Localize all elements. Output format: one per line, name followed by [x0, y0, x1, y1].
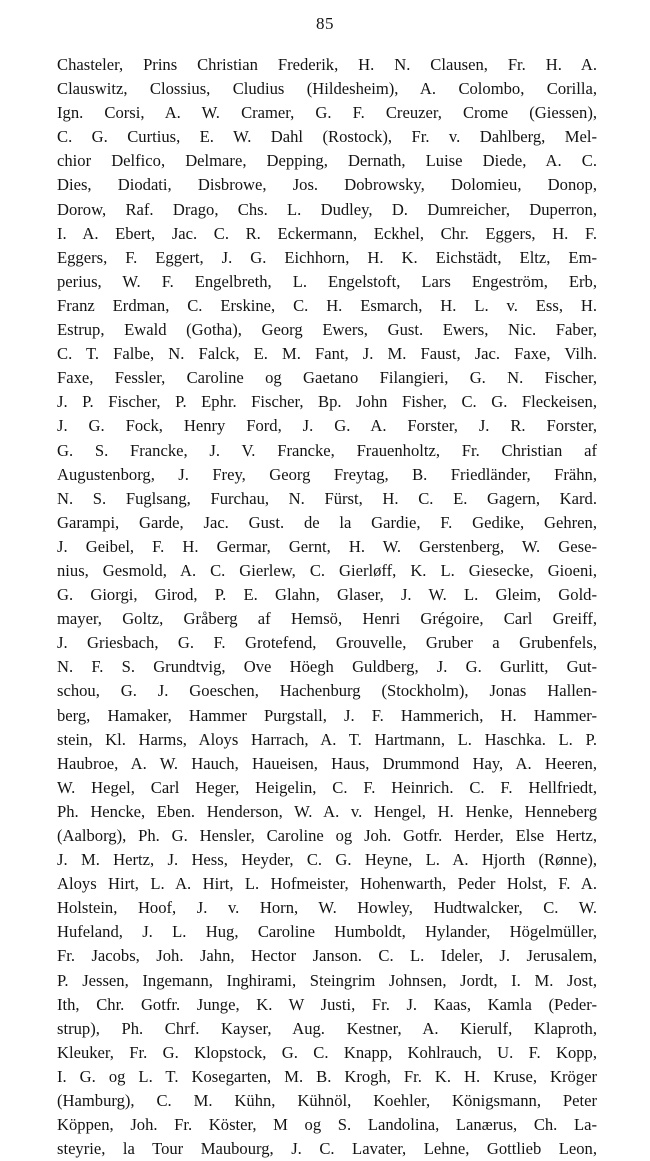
text-line: J. G. Fock, Henry Ford, J. G. A. Forster, J. R. Forster,: [57, 416, 597, 436]
text-line: N. F. S. Grundtvig, Ove Höegh Guldberg, J. G. Gurlitt, Gut-: [57, 657, 597, 677]
text-line: J. Geibel, F. H. Germar, Gernt, H. W. Gerstenberg, W. Gese-: [57, 536, 597, 556]
text-line: Dorow, Raf. Drago, Chs. L. Dudley, D. Dumreicher, Duperron,: [57, 199, 597, 219]
text-line: Haubroe, A. W. Hauch, Haueisen, Haus, Drummond Hay, A. Heeren,: [57, 753, 597, 773]
text-line: J. Griesbach, G. F. Grotefend, Grouvelle, Gruber a Grubenfels,: [57, 633, 597, 653]
text-line: I. G. og L. T. Kosegarten, M. B. Krogh, Fr. K. H. Kruse, Kröger: [57, 1066, 597, 1086]
text-line: Clauswitz, Clossius, Cludius (Hildesheim), A. Colombo, Corilla,: [57, 79, 597, 99]
text-line: mayer, Goltz, Gråberg af Hemsö, Henri Grégoire, Carl Greiff,: [57, 609, 597, 629]
text-line: Eggers, F. Eggert, J. G. Eichhorn, H. K. Eichstädt, Eltz, Em-: [57, 247, 597, 267]
text-line: P. Jessen, Ingemann, Inghirami, Steingrim Johnsen, Jordt, I. M. Jost,: [57, 970, 597, 990]
text-line: J. M. Hertz, J. Hess, Heyder, C. G. Heyne, L. A. Hjorth (Rønne),: [57, 850, 597, 870]
text-line: Chasteler, Prins Christian Frederik, H. N. Clausen, Fr. H. A.: [57, 55, 597, 74]
page-number: 85: [316, 14, 334, 33]
text-line: perius, W. F. Engelbreth, L. Engelstoft, Lars Engeström, Erb,: [57, 271, 597, 291]
text-line: Fr. Jacobs, Joh. Jahn, Hector Janson. C. L. Ideler, J. Jerusalem,: [57, 946, 597, 966]
text-line: strup), Ph. Chrf. Kayser, Aug. Kestner, A. Kierulf, Klaproth,: [57, 1018, 597, 1038]
text-line: C. T. Falbe, N. Falck, E. M. Fant, J. M. Faust, Jac. Faxe, Vilh.: [57, 344, 597, 364]
text-line: Dies, Diodati, Disbrowe, Jos. Dobrowsky, Dolomieu, Donop,: [57, 175, 597, 195]
text-line: berg, Hamaker, Hammer Purgstall, J. F. Hammerich, H. Hammer-: [57, 705, 597, 725]
name-list-paragraph: [57, 53, 597, 1161]
text-line: Holstein, Hoof, J. v. Horn, W. Howley, Hudtwalcker, C. W.: [57, 898, 597, 918]
text-line: (Aalborg), Ph. G. Hensler, Caroline og Joh. Gotfr. Herder, Else Hertz,: [57, 826, 597, 845]
text-line: Ph. Hencke, Eben. Henderson, W. A. v. Hengel, H. Henke, Henneberg: [57, 801, 597, 821]
text-line: Garampi, Garde, Jac. Gust. de la Gardie, F. Gedike, Gehren,: [57, 512, 597, 532]
text-line: Hufeland, J. L. Hug, Caroline Humboldt, Hylander, Högelmüller,: [57, 922, 597, 942]
text-line: Köppen, Joh. Fr. Köster, M og S. Landolina, Lanærus, Ch. La-: [57, 1115, 597, 1135]
text-line: Franz Erdman, C. Erskine, C. H. Esmarch, H. L. v. Ess, H.: [57, 295, 597, 315]
text-line: steyrie, la Tour Maubourg, J. C. Lavater, Lehne, Gottlieb Leon,: [57, 1139, 597, 1159]
text-line: Estrup, Ewald (Gotha), Georg Ewers, Gust. Ewers, Nic. Faber,: [57, 320, 597, 340]
text-line: Augustenborg, J. Frey, Georg Freytag, B. Friedländer, Frähn,: [57, 464, 597, 484]
text-line: C. G. Curtius, E. W. Dahl (Rostock), Fr. v. Dahlberg, Mel-: [57, 127, 597, 147]
text-line: Aloys Hirt, L. A. Hirt, L. Hofmeister, Hohenwarth, Peder Holst, F. A.: [57, 874, 597, 894]
text-line: chior Delfico, Delmare, Depping, Dernath, Luise Diede, A. C.: [57, 151, 597, 171]
text-line: Ign. Corsi, A. W. Cramer, G. F. Creuzer, Crome (Giessen),: [57, 103, 597, 123]
text-line: J. P. Fischer, P. Ephr. Fischer, Bp. John Fisher, C. G. Fleckeisen,: [57, 392, 597, 412]
text-line: W. Hegel, Carl Heger, Heigelin, C. F. Heinrich. C. F. Hellfriedt,: [57, 777, 597, 797]
text-line: G. Giorgi, Girod, P. E. Glahn, Glaser, J. W. L. Gleim, Gold-: [57, 585, 597, 605]
text-line: Ith, Chr. Gotfr. Junge, K. W Justi, Fr. J. Kaas, Kamla (Peder-: [57, 994, 597, 1014]
text-line: Kleuker, Fr. G. Klopstock, G. C. Knapp, Kohlrauch, U. F. Kopp,: [57, 1042, 597, 1062]
text-line: schou, G. J. Goeschen, Hachenburg (Stockholm), Jonas Hallen-: [57, 681, 597, 701]
text-line: N. S. Fuglsang, Furchau, N. Fürst, H. C. E. Gagern, Kard.: [57, 488, 597, 508]
text-line: G. S. Francke, J. V. Francke, Frauenholtz, Fr. Christian af: [57, 440, 597, 460]
text-line: Faxe, Fessler, Caroline og Gaetano Filangieri, G. N. Fischer,: [57, 368, 597, 388]
text-line: I. A. Ebert, Jac. C. R. Eckermann, Eckhel, Chr. Eggers, H. F.: [57, 223, 597, 243]
text-line: nius, Gesmold, A. C. Gierlew, C. Gierløff, K. L. Giesecke, Gioeni,: [57, 560, 597, 580]
text-line: stein, Kl. Harms, Aloys Harrach, A. T. Hartmann, L. Haschka. L. P.: [57, 729, 597, 749]
text-line: (Hamburg), C. M. Kühn, Kühnöl, Koehler, Königsmann, Peter: [57, 1091, 597, 1111]
